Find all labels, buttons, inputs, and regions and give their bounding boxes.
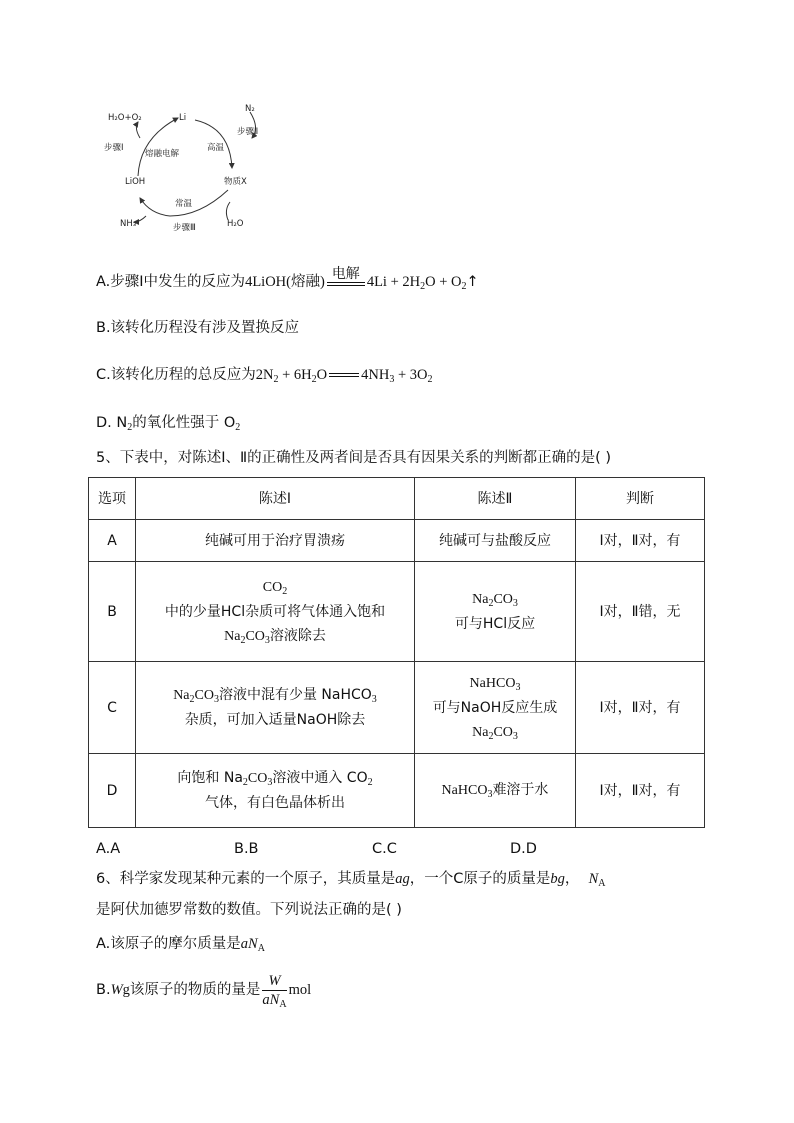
table-row: D 向饱和 $Na_2CO_3$溶液中通入 $CO_2$ 气体，有白色晶体析出 NaHCO$_3$难溶于水 Ⅰ对，Ⅱ对，有 [89,754,705,828]
choice-b[interactable]: B.B [234,841,259,857]
arc-left [138,118,178,176]
q6-stem-line2: 是阿伏加德罗常数的数值。下列说法正确的是( ) [96,902,402,918]
label-lioh: LiOH [125,177,146,187]
q4-option-a: A.步骤Ⅰ中发生的反应为4LiOH(熔融) 电解 $4Li + 2H_2O$ + $O_2↑$ [96,266,479,292]
q6-stem-line1: 6、科学家发现某种元素的一个原子，其质量是ag，一个C原子的质量是bg， $N_A$ [96,871,606,889]
label-n2: N₂ [245,104,255,114]
q5-choices [96,839,656,859]
label-molten-electrolysis: 熔融电解 [145,149,180,159]
header-statement-1: 陈述Ⅰ [136,478,415,520]
header-judgment: 判断 [576,478,705,520]
arrow-h2o-o2-out [136,122,140,138]
equals-sign [329,373,359,377]
choice-d[interactable]: D.D [510,841,537,857]
label-substance-x: 物质X [224,177,247,187]
label-step3: 步骤Ⅲ [173,223,196,233]
electrolysis-condition: 电解 [327,266,365,292]
choice-a[interactable]: A.A [96,841,121,857]
q4-option-c: C.该转化历程的总反应为$2N_2 + 6H_2O$ $4NH_3 + 3O_2$ [96,367,433,385]
lithium-cycle-diagram [100,98,260,238]
table-row: B $CO_2$ 中的少量HCl杂质可将气体通入饱和 $Na_2CO_3$溶液除去 $Na_2CO_3$ 可与HCl反应 Ⅰ对，Ⅱ错，无 [89,562,705,662]
label-h2o: H₂O [227,219,244,229]
label-step2: 步骤Ⅱ [237,127,259,137]
q4-option-d: D. $N_2$的氧化性强于 $O_2$ [96,415,241,433]
table-row: C $Na_2CO_3$溶液中混有少量 NaHCO$_3$ 杂质，可加入适量NaOH除去 NaHCO$_3$ 可与NaOH反应生成 $Na_2CO_3$ Ⅰ对，Ⅱ对，有 [89,662,705,754]
choice-c[interactable]: C.C [372,841,397,857]
label-li: Li [179,113,187,123]
label-nh3: NH₃ [120,219,137,229]
q6-option-b: B.Wg该原子的物质的量是 $\frac{W}{aN_A}$ mol [96,972,312,1010]
q6-option-a: A.该原子的摩尔质量是$aN_A$ [96,936,265,954]
label-step1: 步骤Ⅰ [104,143,124,153]
label-h2o-o2: H₂O+O₂ [108,113,142,123]
q4-option-b: B.该转化历程没有涉及置换反应 [96,320,300,336]
table-header-row [89,478,705,520]
label-high-temp: 高温 [207,143,225,153]
header-option: 选项 [89,478,136,520]
gas-arrow: ↑ [466,274,479,290]
q5-stem: 5、下表中，对陈述Ⅰ、Ⅱ的正确性及两者间是否具有因果关系的判断都正确的是( ) [96,450,612,466]
arrow-h2o-in [226,202,230,220]
table-row: A 纯碱可用于治疗胃溃疡 纯碱可与盐酸反应 Ⅰ对，Ⅱ对，有 [89,520,705,562]
header-statement-2: 陈述Ⅱ [415,478,576,520]
q5-table [88,477,705,828]
fraction: $\frac{W}{aN_A}$ [262,972,287,1010]
label-room-temp: 常温 [175,199,193,209]
